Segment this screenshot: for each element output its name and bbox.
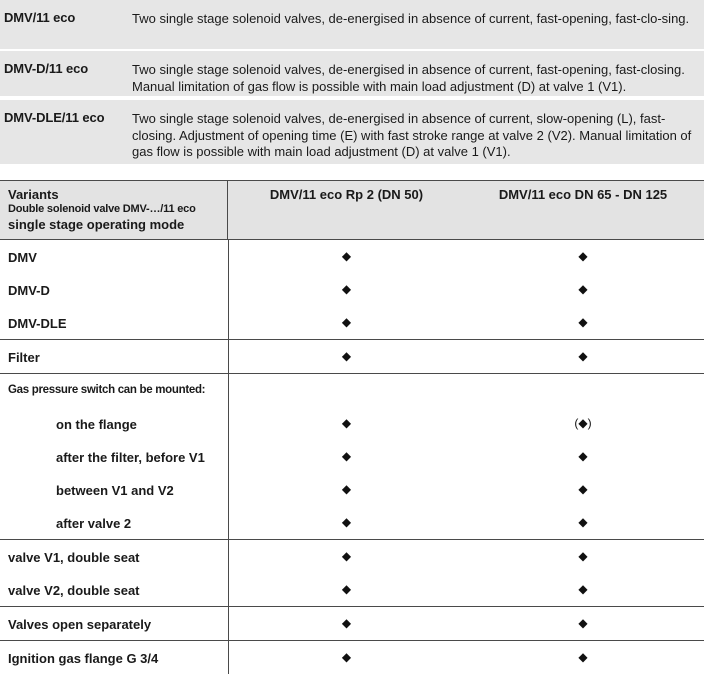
table-row xyxy=(0,607,704,640)
available-marker: ◆ xyxy=(578,549,588,563)
row-label: DMV xyxy=(8,250,37,265)
description-dmv-dle-11-eco xyxy=(0,100,704,164)
description-text: Two single stage solenoid valves, de-energised in absence of current, fast-opening, fast-closing. Manual limitation of gas flow is possible with main load adjustment (D) at valve 1 (V1). xyxy=(132,62,685,94)
available-marker: ◆ xyxy=(341,282,352,296)
description-term: DMV-DLE/11 eco xyxy=(4,110,105,125)
header-title: Variants xyxy=(8,187,59,202)
table-row xyxy=(0,374,704,407)
row-label: between V1 and V2 xyxy=(56,483,174,498)
available-marker: ◆ xyxy=(578,616,588,630)
group-pressure-switch xyxy=(0,374,704,540)
table-row xyxy=(0,440,704,473)
available-marker: ◆ xyxy=(341,616,352,630)
available-marker: ◆ xyxy=(341,515,352,529)
available-marker: ◆ xyxy=(341,482,352,496)
available-marker: ◆ xyxy=(341,449,352,463)
row-label: Filter xyxy=(8,350,40,365)
table-row xyxy=(0,540,704,573)
row-label: after valve 2 xyxy=(56,516,132,531)
available-marker: ◆ xyxy=(341,349,352,363)
available-marker: ◆ xyxy=(341,549,352,563)
available-marker: ◆ xyxy=(578,315,588,329)
available-marker: ◆ xyxy=(341,315,352,329)
available-marker: ◆ xyxy=(578,349,588,363)
row-label: valve V1, double seat xyxy=(8,550,140,565)
available-marker: ◆ xyxy=(578,249,588,263)
optional-marker: (◆) xyxy=(574,416,592,430)
available-marker: ◆ xyxy=(578,449,588,463)
row-label: DMV-D xyxy=(8,283,50,298)
table-row xyxy=(0,407,704,440)
available-marker: ◆ xyxy=(341,416,352,430)
row-label: after the filter, before V1 xyxy=(56,450,205,465)
row-label: Ignition gas flange G 3/4 xyxy=(8,651,159,666)
row-label: DMV-DLE xyxy=(8,316,67,331)
row-label: Gas pressure switch can be mounted: xyxy=(8,384,206,396)
header-subtitle: Double solenoid valve DMV-…/11 eco xyxy=(8,203,196,215)
header-mode: single stage operating mode xyxy=(8,217,185,232)
table-row xyxy=(0,473,704,506)
header-variants-cell xyxy=(0,181,228,239)
table-row xyxy=(0,240,704,273)
group-variants xyxy=(0,240,704,340)
table-row xyxy=(0,641,704,674)
available-marker: ◆ xyxy=(341,582,352,596)
row-label: on the flange xyxy=(56,417,137,432)
available-marker: ◆ xyxy=(341,650,352,664)
available-marker: ◆ xyxy=(578,482,588,496)
row-label: Valves open separately xyxy=(8,617,152,632)
description-term: DMV-D/11 eco xyxy=(4,61,89,76)
group-ignition-flange xyxy=(0,641,704,674)
available-marker: ◆ xyxy=(341,249,352,263)
table-header xyxy=(0,181,704,240)
available-marker: ◆ xyxy=(578,515,588,529)
column-header-dn65-125: DMV/11 eco DN 65 - DN 125 xyxy=(498,187,668,202)
row-label: valve V2, double seat xyxy=(8,583,140,598)
variants-table xyxy=(0,180,704,674)
table-row xyxy=(0,273,704,306)
table-row xyxy=(0,306,704,339)
table-row xyxy=(0,340,704,373)
available-marker: ◆ xyxy=(578,282,588,296)
description-dmv-d-11-eco xyxy=(0,51,704,96)
group-open-separately xyxy=(0,607,704,641)
group-valve-seats xyxy=(0,540,704,607)
description-dmv-11-eco xyxy=(0,0,704,49)
available-marker: ◆ xyxy=(578,650,588,664)
table-row xyxy=(0,506,704,539)
description-text: Two single stage solenoid valves, de-energised in absence of current, fast-opening, fast-clo-sing. xyxy=(132,11,690,26)
table-row xyxy=(0,573,704,606)
description-term: DMV/11 eco xyxy=(4,10,76,25)
available-marker: ◆ xyxy=(578,582,588,596)
column-header-dn50: DMV/11 eco Rp 2 (DN 50) xyxy=(269,187,424,202)
description-text: Two single stage solenoid valves, de-energised in absence of current, slow-opening (L), fast-closing. Adjustment of opening time (E) with fast stroke range at valve 2 (V2). Manual limitation of gas flow is possible with main load adjustment (D) at valve 1 (V1). xyxy=(132,111,692,159)
group-filter xyxy=(0,340,704,374)
